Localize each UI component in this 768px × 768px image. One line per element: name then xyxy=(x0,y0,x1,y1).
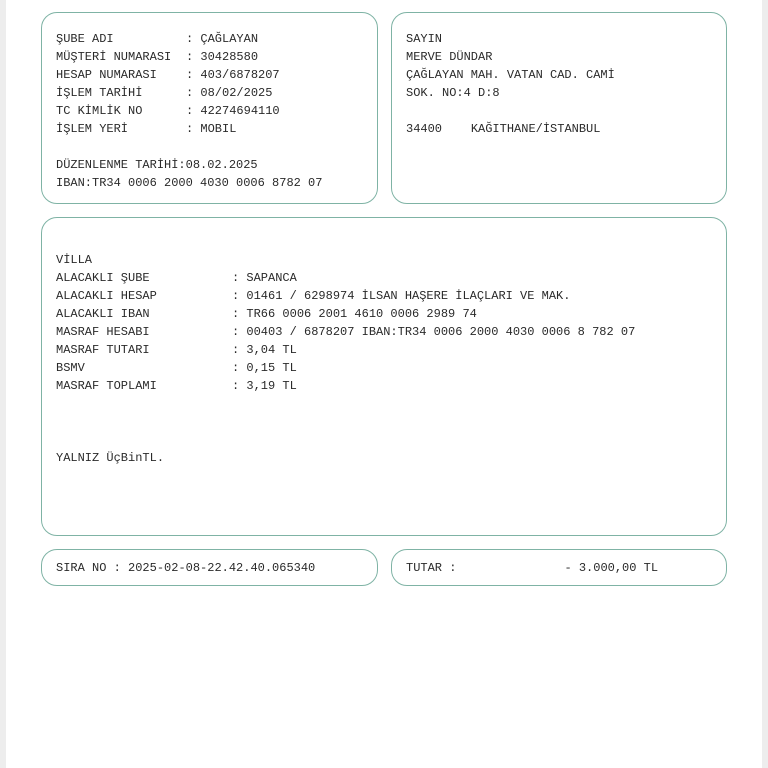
branch-row: İŞLEM TARİHİ : 08/02/2025 xyxy=(56,86,273,100)
amount-line: TUTAR : - 3.000,00 TL xyxy=(406,561,659,575)
sequence-line: SIRA NO : 2025-02-08-22.42.40.065340 xyxy=(56,561,316,575)
account-number-value: 403/6878207 xyxy=(200,68,280,82)
salutation: SAYIN xyxy=(406,32,443,46)
amount-value: - 3.000,00 TL xyxy=(564,561,659,575)
receipt-page xyxy=(6,0,762,768)
id-number-value: 42274694110 xyxy=(200,104,280,118)
amount-label: TUTAR xyxy=(406,561,443,575)
branch-row: TC KİMLİK NO : 42274694110 xyxy=(56,104,280,118)
customer-number-label: MÜŞTERİ NUMARASI xyxy=(56,50,172,64)
transaction-date-value: 08/02/2025 xyxy=(200,86,273,100)
creditor-iban-label: ALACAKLI IBAN xyxy=(56,307,150,321)
recipient-name: MERVE DÜNDAR xyxy=(406,50,493,64)
transaction-date-label: İŞLEM TARİHİ xyxy=(56,86,143,100)
transaction-row: ALACAKLI HESAP : 01461 / 6298974 İLSAN HAŞERE İLAÇLARI VE MAK. xyxy=(56,289,571,303)
address-city-line xyxy=(406,120,726,138)
transaction-details-panel xyxy=(41,217,727,536)
branch-row: HESAP NUMARASI : 403/6878207 xyxy=(56,68,280,82)
creditor-iban-value: TR66 0006 2001 4610 0006 2989 74 xyxy=(246,307,477,321)
transaction-place-value: MOBIL xyxy=(200,122,237,136)
city: KAĞITHANE/İSTANBUL xyxy=(470,122,601,136)
transaction-place-label: İŞLEM YERİ xyxy=(56,122,129,136)
creditor-branch-value: SAPANCA xyxy=(246,271,297,285)
account-number-label: HESAP NUMARASI xyxy=(56,68,157,82)
creditor-branch-label: ALACAKLI ŞUBE xyxy=(56,271,150,285)
bsmv-label: BSMV xyxy=(56,361,85,375)
fee-amount-value: 3,04 TL xyxy=(246,343,297,357)
customer-number-value: 30428580 xyxy=(200,50,259,64)
branch-name-value: ÇAĞLAYAN xyxy=(200,32,259,46)
issue-date: DÜZENLENME TARİHİ:08.02.2025 xyxy=(56,158,258,172)
transaction-title: VİLLA xyxy=(56,253,93,267)
transaction-row: MASRAF HESABI : 00403 / 6878207 IBAN:TR34 0006 2000 4030 0006 8 782 07 xyxy=(56,325,636,339)
branch-row: MÜŞTERİ NUMARASI : 30428580 xyxy=(56,50,259,64)
address-street: ÇAĞLAYAN MAH. VATAN CAD. CAMİ xyxy=(406,68,615,82)
transaction-row: ALACAKLI IBAN : TR66 0006 2001 4610 0006 2989 74 xyxy=(56,307,477,321)
bsmv-value: 0,15 TL xyxy=(246,361,297,375)
fee-total-label: MASRAF TOPLAMI xyxy=(56,379,157,393)
address-door: SOK. NO:4 D:8 xyxy=(406,86,500,100)
transaction-row: BSMV : 0,15 TL xyxy=(56,361,297,375)
branch-row: ŞUBE ADI : ÇAĞLAYAN xyxy=(56,32,259,46)
fee-account-value: 00403 / 6878207 IBAN:TR34 0006 2000 4030 0006 8 782 07 xyxy=(246,325,636,339)
branch-name-label: ŞUBE ADI xyxy=(56,32,114,46)
transaction-row: ALACAKLI ŞUBE : SAPANCA xyxy=(56,271,297,285)
creditor-account-value: 01461 / 6298974 İLSAN HAŞERE İLAÇLARI VE MAK. xyxy=(246,289,571,303)
branch-info-panel xyxy=(41,12,378,204)
amount-in-words: YALNIZ ÜçBinTL. xyxy=(56,451,165,465)
creditor-account-label: ALACAKLI HESAP xyxy=(56,289,157,303)
transaction-row: MASRAF TOPLAMI : 3,19 TL xyxy=(56,379,297,393)
transaction-row: MASRAF TUTARI : 3,04 TL xyxy=(56,343,297,357)
amount-panel xyxy=(391,549,727,586)
fee-account-label: MASRAF HESABI xyxy=(56,325,150,339)
iban-text: IBAN:TR34 0006 2000 4030 0006 8782 07 xyxy=(56,176,323,190)
sequence-label: SIRA NO xyxy=(56,561,107,575)
sequence-panel xyxy=(41,549,378,586)
id-number-label: TC KİMLİK NO xyxy=(56,104,143,118)
sequence-value: 2025-02-08-22.42.40.065340 xyxy=(128,561,316,575)
fee-total-value: 3,19 TL xyxy=(246,379,297,393)
branch-row: İŞLEM YERİ : MOBIL xyxy=(56,122,237,136)
address-panel xyxy=(391,12,727,204)
fee-amount-label: MASRAF TUTARI xyxy=(56,343,150,357)
postal-code: 34400 xyxy=(406,122,443,136)
